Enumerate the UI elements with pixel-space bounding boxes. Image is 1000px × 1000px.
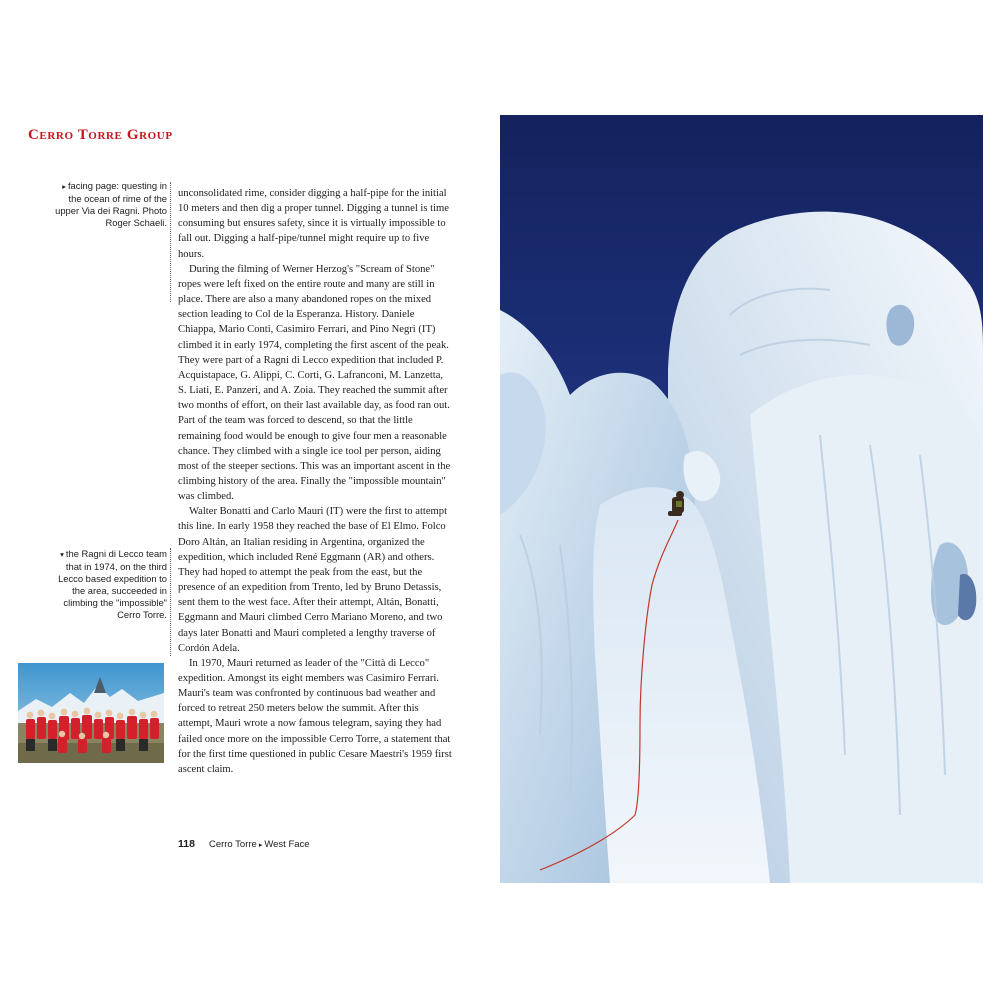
footer-subsection: West Face [264,839,310,850]
body-paragraph: unconsolidated rime, consider digging a half-pipe for the initial 10 meters and then dig a proper tunnel. Digging a tunnel is time consuming but ensures safety, since it is virtually impossible to fall out. Digging a half-pipe/tunnel might require up to five hours. [178,188,449,260]
caption-facing-page [47,180,167,229]
triangle-right-icon: ▸ [258,842,263,849]
body-text [178,186,452,777]
section-title: Cerro Torre Group [28,127,173,143]
caption-ragni-team [47,548,167,622]
triangle-right-icon: ▸ [62,182,66,191]
caption-divider [170,182,171,302]
body-paragraph: In 1970, Mauri returned as leader of the "Città di Lecco" expedition. Amongst its eight members was Casimiro Ferrari. Mauri's team was confronted by continuous bad weather and forced to retreat 250 meters below the summit. After this attempt, Mauri wrote a now famous telegram, saying they had failed once more on the impossible Cerro Torre, a statement that for the first time questioned in public Cesare Maestri's 1959 first ascent claim. [178,657,452,775]
rime-climber-photo [500,115,983,883]
body-paragraph: During the filming of Werner Herzog's "Scream of Stone" ropes were left fixed on the entire route and many are still in place. There are also a many abandoned ropes on the mixed section leading to Col de la Esperanza. History. Daniele Chiappa, Mario Conti, Casimiro Ferrari, and Pino Negri (IT) climbed it in early 1974, completing the first ascent of the peak. They were part of a Ragni di Lecco expedition that included P. Acquistapace, G. Alippi, C. Corti, G. Lafranconi, M. Lanzetta, S. Liati, E. Panzeri, and A. Zoia. They reached the summit after two months of effort, on their last available day, as food ran out. Part of the team was forced to descend, so that the little remaining food would be enough to give four men a reasonable chance. They climbed with a single ice tool per person, aiding most of the steeper sections. This was an important ascent in the climbing history of the area. Finally the "impossible mountain" was climbed. [178,263,451,503]
triangle-down-icon: ▾ [60,550,64,559]
body-paragraph: Walter Bonatti and Carlo Mauri (IT) were the first to attempt this line. In early 1958 they reached the base of El Elmo. Folco Doro Altán, an Italian residing in Argentina, organized the expedition, which included René Eggmann (AR) and others. They had hoped to attempt the peak from the east, but the presence of an expedition from Trento, led by Bruno Detassis, sent them to the west face. After their attempt, Altán, Bonatti, Eggmann and Mauri climbed Cerro Mariano Moreno, and two days later Bonatti and Mauri completed a lengthy traverse of Cordón Adela. [178,506,448,654]
ragni-team-photo [18,663,164,763]
caption-divider [170,548,171,656]
caption-ragni-text: the Ragni di Lecco team that in 1974, on the third Lecco based expedition to the area, succeeded in climbing the "impossible" Cerro Torre. [58,548,167,621]
right-page [500,0,1000,1000]
footer-section: Cerro Torre [208,839,257,850]
caption-facing-text: facing page: questing in the ocean of rime of the upper Via dei Ragni. Photo Roger Schaeli. [55,180,167,229]
page-number: 118 [178,838,195,850]
page-footer [178,838,310,850]
